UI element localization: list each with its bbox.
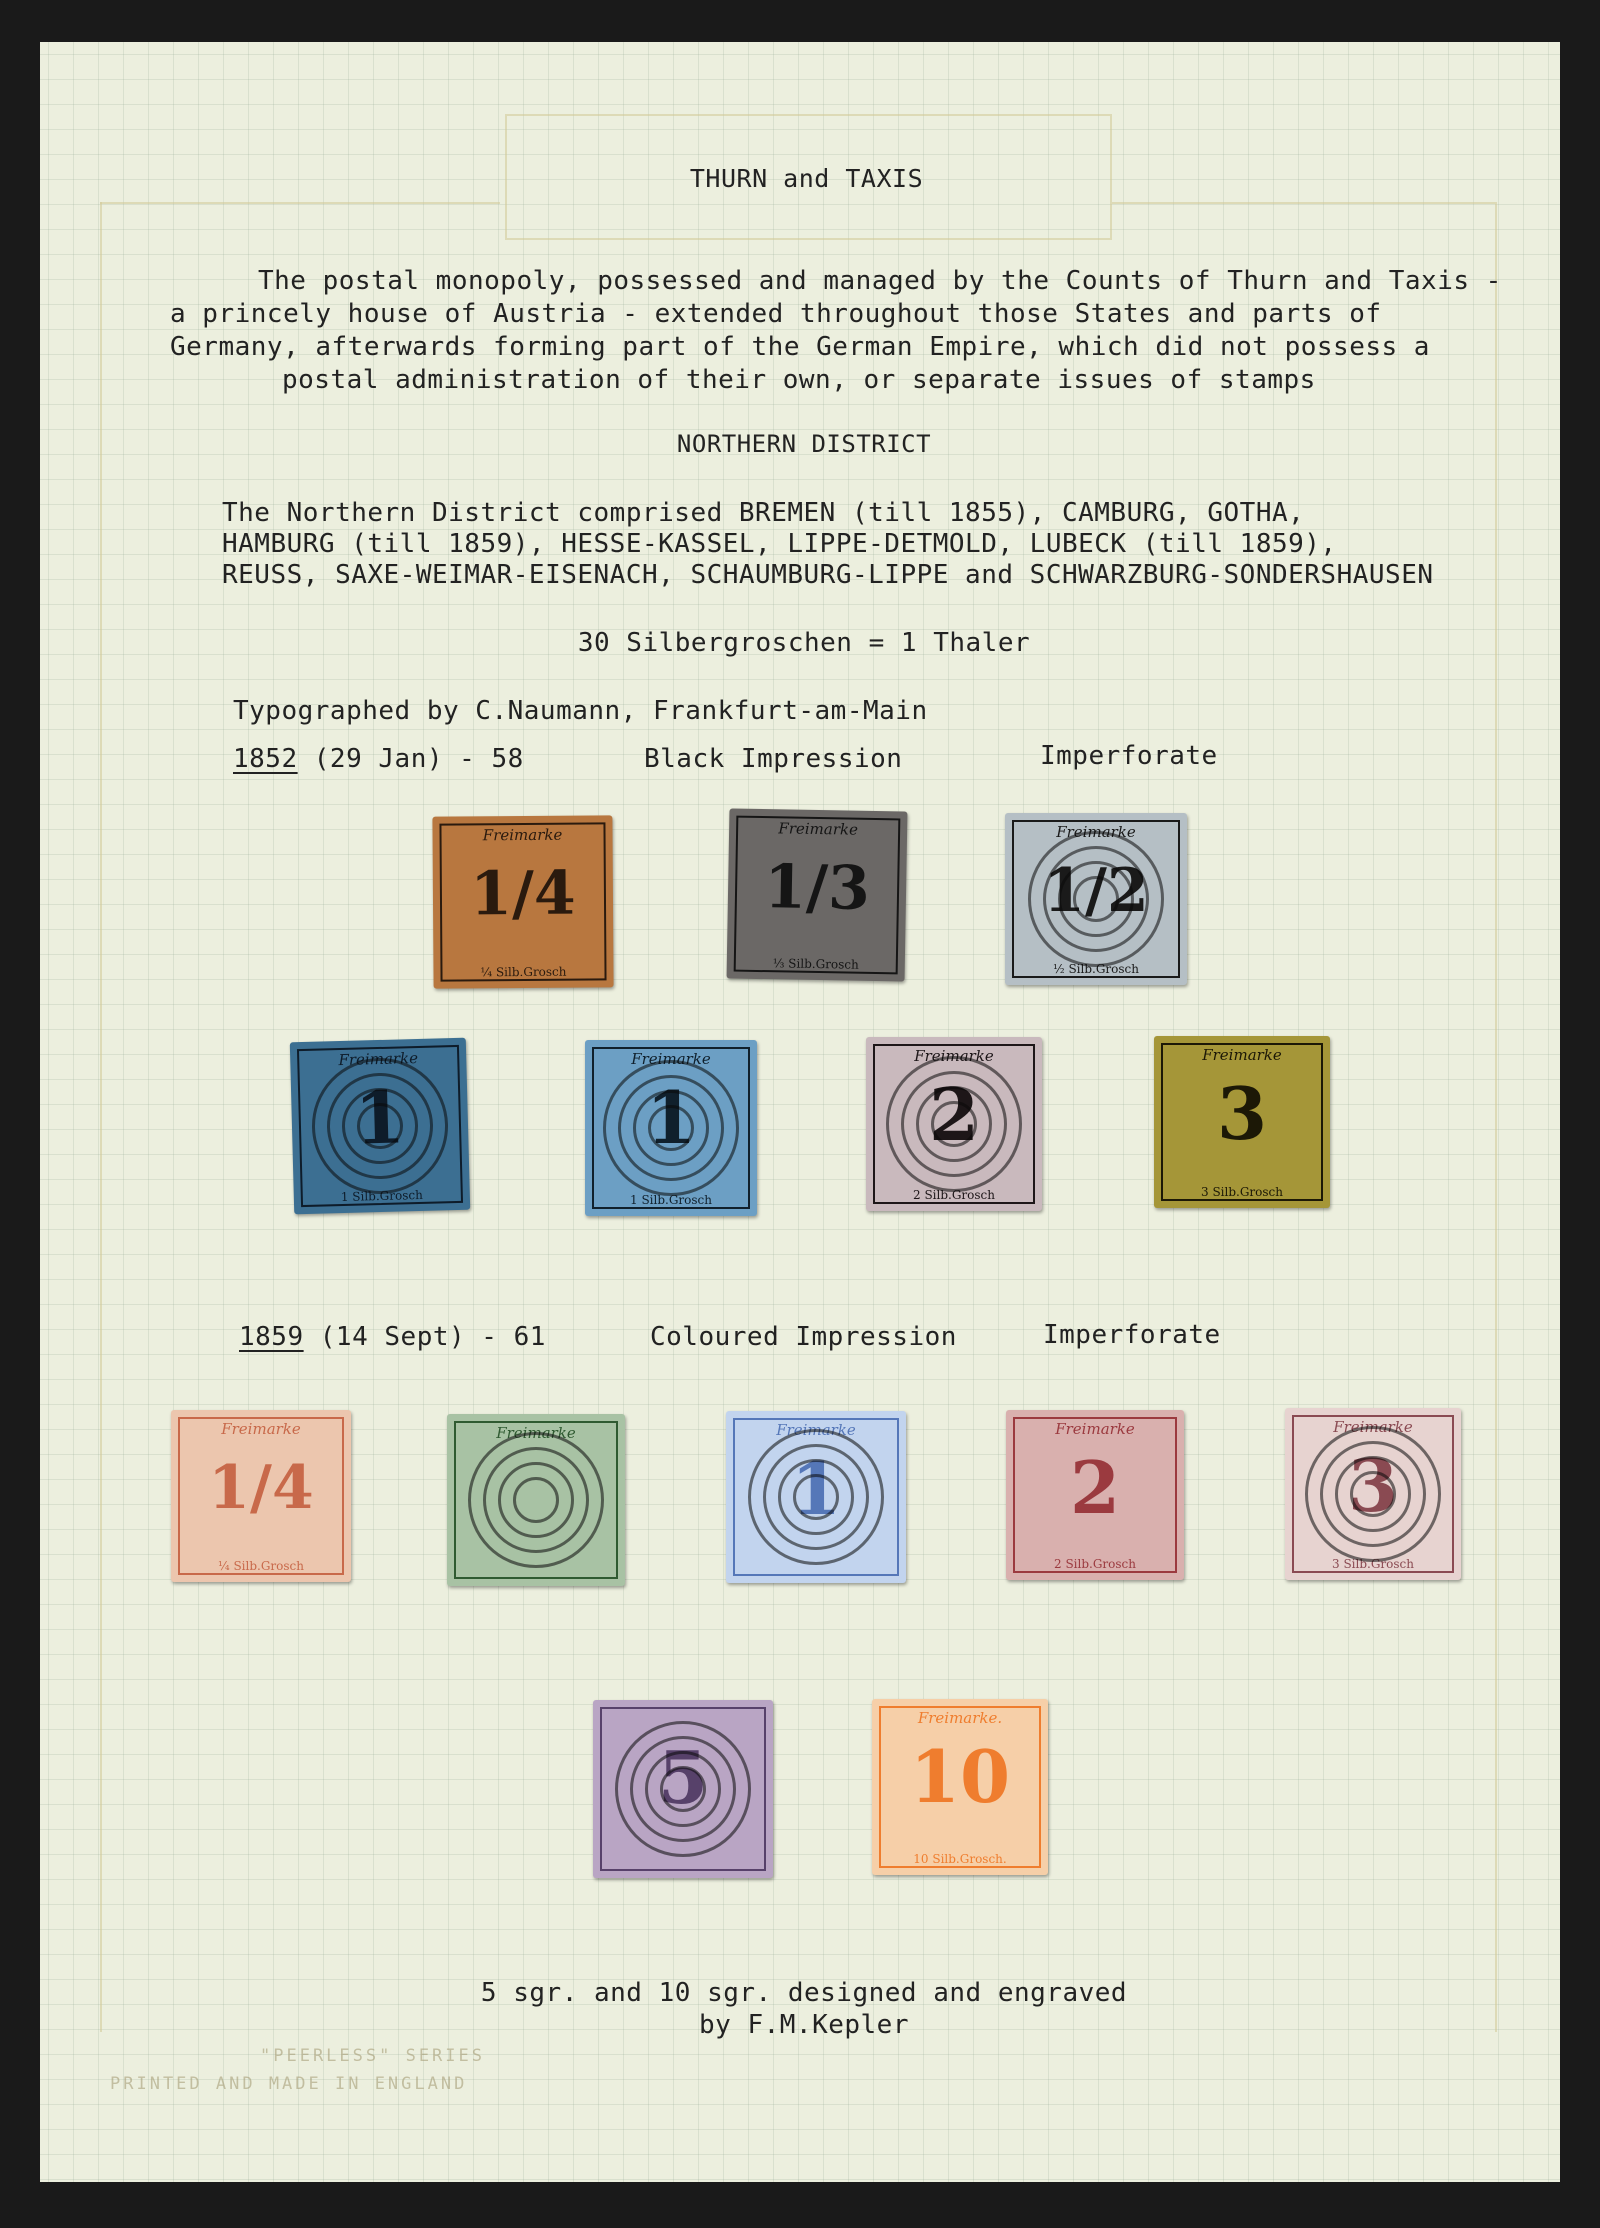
stamp-caption: Freimarke [1333, 1418, 1413, 1436]
cancellation-ring [660, 1766, 706, 1812]
album-page [40, 42, 1560, 2182]
stamp-caption: Freimarke [496, 1424, 576, 1442]
district-heading: NORTHERN DISTRICT [676, 430, 932, 458]
stamp-1859-five-sgr [593, 1700, 773, 1878]
issue1-year: 1852 [233, 744, 298, 774]
stamp-caption: Freimarke. [917, 1709, 1003, 1727]
stamp-value: 1 [353, 1074, 406, 1161]
stamp-value: 10 [909, 1734, 1011, 1819]
page-title: THURN and TAXIS [689, 164, 924, 193]
cancellation-ring [1350, 1471, 1396, 1517]
stamp-denomination: 10 Silb.Grosch. [913, 1852, 1007, 1866]
stamp-caption: Freimarke [778, 819, 859, 839]
stamp-denomination: 1 Silb.Grosch [630, 1193, 712, 1207]
stamp-denomination: ½ Silb.Grosch [1053, 962, 1139, 976]
footer-line-2: by F.M.Kepler [699, 2010, 909, 2040]
stamp-denomination: 1 Silb.Grosch [340, 1187, 424, 1205]
stamp-denomination: ¼ Silb.Grosch [480, 964, 567, 980]
cancellation-ring [1073, 876, 1119, 922]
stamp-value: 2 [1069, 1445, 1121, 1530]
cancellation-ring [793, 1474, 839, 1520]
stamp-1859-one-sgr [726, 1411, 906, 1583]
stamp-value: 5 [657, 1735, 709, 1820]
printer-note: Typographed by C.Naumann, Frankfurt-am-Main [233, 696, 928, 726]
stamp-caption: Freimarke [221, 1420, 301, 1438]
page-border-left [100, 202, 102, 2032]
issue2-perf: Imperforate [1043, 1320, 1221, 1350]
stamp-caption: Freimarke [776, 1421, 856, 1439]
page-border-right [1495, 202, 1497, 2032]
stamp-value: 1/3 [763, 852, 871, 924]
page-border-top-right [1112, 202, 1495, 204]
issue2-date: (14 Sept) - 61 [303, 1322, 546, 1352]
cancellation-ring [648, 1105, 694, 1151]
stamp-1859-quarter-sgr [171, 1410, 351, 1582]
issue1-perf: Imperforate [1040, 741, 1218, 771]
stamp-1852-one-sgr-dark [290, 1038, 470, 1215]
footer-line-1: 5 sgr. and 10 sgr. designed and engraved [480, 1978, 1128, 2008]
stamp-denomination: 2 Silb.Grosch [913, 1188, 995, 1202]
stamp-caption: Freimarke [1056, 823, 1136, 841]
watermark-made: PRINTED AND MADE IN ENGLAND [110, 2074, 468, 2094]
watermark-series: "PEERLESS" SERIES [260, 2046, 485, 2066]
stamp-1859-green [447, 1414, 625, 1586]
stamp-value: 1/4 [469, 858, 576, 930]
stamp-value: 1 [790, 1446, 842, 1531]
stamp-value: 3 [1216, 1071, 1268, 1156]
stamp-1852-two-sgr [866, 1037, 1042, 1211]
stamp-denomination: ⅓ Silb.Grosch [772, 956, 859, 972]
issue2-heading [239, 1322, 546, 1352]
stamp-1859-two-sgr [1006, 1410, 1184, 1580]
issue1-date: (29 Jan) - 58 [297, 744, 524, 774]
intro-line-2: a princely house of Austria - extended throughout those States and parts of [170, 299, 1382, 329]
stamp-1859-ten-sgr [872, 1699, 1048, 1875]
stamp-caption: Freimarke [631, 1050, 711, 1068]
stamp-caption: Freimarke [482, 825, 563, 845]
stamp-1859-three-sgr [1285, 1408, 1461, 1580]
stamp-1852-quarter-sgr [432, 815, 613, 988]
cancellation-ring [513, 1477, 559, 1523]
stamp-value: 1/4 [208, 1453, 314, 1523]
stamp-denomination: 3 Silb.Grosch [1332, 1557, 1414, 1571]
district-line-1: The Northern District comprised BREMEN (till 1855), CAMBURG, GOTHA, [222, 498, 1305, 528]
stamp-caption: Freimarke [1055, 1420, 1135, 1438]
intro-line-3: Germany, afterwards forming part of the German Empire, which did not possess a [170, 332, 1430, 362]
stamp-value: 1/2 [1043, 856, 1149, 926]
cancellation-ring [931, 1101, 977, 1147]
stamp-denomination: 2 Silb.Grosch [1054, 1557, 1136, 1571]
stamp-value: 1 [645, 1075, 697, 1160]
stamp-1852-third-sgr [727, 808, 908, 981]
intro-line-1: The postal monopoly, possessed and managed by the Counts of Thurn and Taxis - [258, 266, 1502, 296]
stamp-caption: Freimarke [338, 1048, 419, 1070]
stamp-1852-three-sgr [1154, 1036, 1330, 1208]
stamp-caption: Freimarke [914, 1047, 994, 1065]
issue1-impression: Black Impression [644, 744, 903, 774]
issue2-impression: Coloured Impression [650, 1322, 957, 1352]
issue1-heading [233, 744, 524, 774]
intro-line-4: postal administration of their own, or separate issues of stamps [282, 365, 1316, 395]
stamp-denomination: ¼ Silb.Grosch [218, 1559, 304, 1573]
stamp-1852-half-sgr [1005, 813, 1187, 985]
currency-note: 30 Silbergroschen = 1 Thaler [577, 628, 1031, 658]
district-line-2: HAMBURG (till 1859), HESSE-KASSEL, LIPPE-DETMOLD, LUBECK (till 1859), [222, 529, 1337, 559]
issue2-year: 1859 [239, 1322, 304, 1352]
stamp-1852-one-sgr-light [585, 1040, 757, 1216]
district-line-3: REUSS, SAXE-WEIMAR-EISENACH, SCHAUMBURG-LIPPE and SCHWARZBURG-SONDERSHAUSEN [222, 560, 1434, 590]
stamp-caption: Freimarke [1202, 1046, 1282, 1064]
stamp-denomination: 3 Silb.Grosch [1201, 1185, 1283, 1199]
page-border-top [100, 202, 500, 204]
stamp-value: 3 [1347, 1443, 1399, 1528]
stamp-value: 2 [928, 1072, 980, 1157]
